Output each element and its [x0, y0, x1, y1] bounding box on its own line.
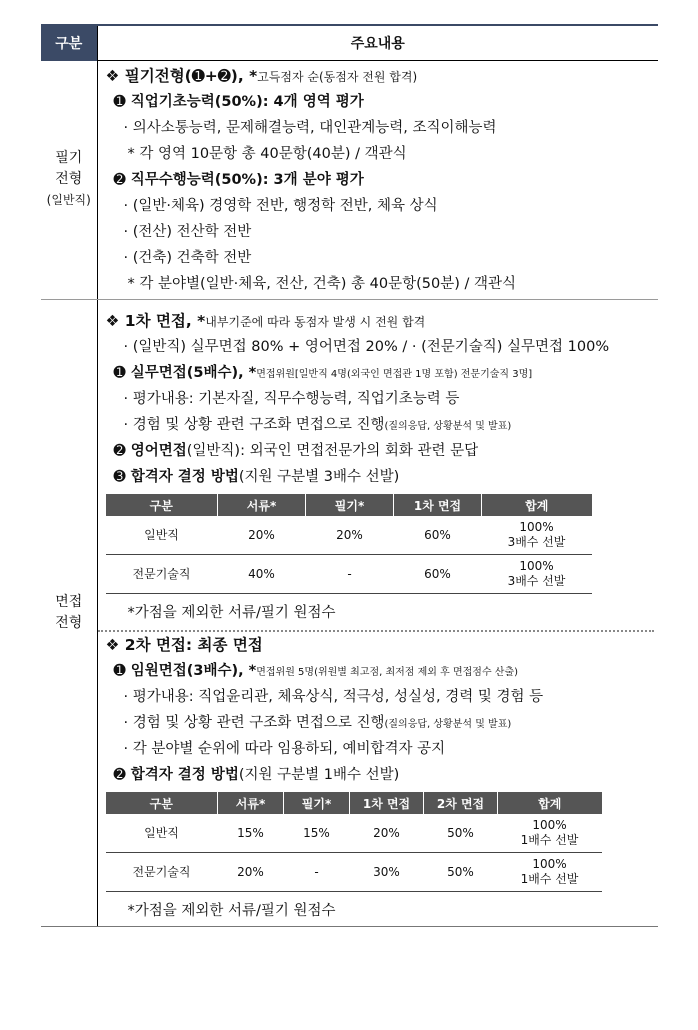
- table-row: 일반직 20% 20% 60% 100% 3배수 선발: [106, 516, 592, 555]
- first-interview-item-1: ➊ 실무면접(5배수), *면접위원[일반직 4명(외국인 면접관 1명 포함) 전문기술직 3명]: [113, 365, 533, 381]
- second-interview-item-1: ➊ 임원면접(3배수), *면접위원 5명(위원별 최고점, 최저점 제외 후 면접점수 산출): [113, 663, 519, 679]
- first-interview-footnote: *가점을 제외한 서류/필기 원점수: [127, 605, 336, 621]
- second-interview-title: ❖ 2차 면접: 최종 면접: [105, 636, 263, 654]
- first-interview-item-1-eval: · 평가내용: 기본자질, 직무수행능력, 직업기초능력 등: [123, 391, 460, 407]
- table-row: 전문기술직 20% - 30% 50% 100% 1배수 선발: [106, 853, 602, 892]
- interview-row: [41, 300, 658, 927]
- written-item-2-note: * 각 분야별(일반·체육, 전산, 건축) 총 40문항(50분) / 객관식: [127, 276, 516, 292]
- interview-label: 면접 전형: [41, 300, 97, 927]
- written-exam-label: 필기 전형 (일반직): [41, 61, 97, 300]
- second-interview-item-2: ➋ 합격자 결정 방법(지원 구분별 1배수 선발): [113, 767, 400, 783]
- selection-process-table: [41, 24, 658, 927]
- second-interview-eval: · 평가내용: 직업윤리관, 체육상식, 적극성, 성실성, 경력 및 경험 등: [123, 689, 544, 705]
- table-row: 일반직 15% 15% 20% 50% 100% 1배수 선발: [106, 814, 602, 853]
- first-interview-item-3: ➌ 합격자 결정 방법(지원 구분별 3배수 선발): [113, 469, 400, 485]
- written-item-2-general: · (일반·체육) 경영학 전반, 행정학 전반, 체육 상식: [123, 198, 438, 214]
- first-interview-item-2: ➋ 영어면접(일반직): 외국인 면접전문가의 회화 관련 문답: [113, 443, 479, 459]
- second-interview-method: · 경험 및 상황 관련 구조화 면접으로 진행(질의응답, 상황분석 및 발표): [123, 715, 512, 731]
- written-exam-row: [41, 61, 658, 300]
- first-interview-title: ❖ 1차 면접, *내부기준에 따라 동점자 발생 시 전원 합격: [105, 312, 426, 330]
- table-row: 전문기술직 40% - 60% 100% 3배수 선발: [106, 555, 592, 594]
- interview-content: [97, 300, 658, 927]
- header-category: 구분: [41, 25, 97, 61]
- written-title: ❖ 필기전형(➊+➋), *고득점자 순(동점자 전원 합격): [105, 67, 418, 85]
- first-interview-ratio: · (일반직) 실무면접 80% + 영어면접 20% / · (전문기술직) 실무면접 100%: [123, 339, 610, 355]
- written-item-1-areas: · 의사소통능력, 문제해결능력, 대인관계능력, 조직이해능력: [123, 120, 497, 136]
- second-table-header: 구분 서류* 필기* 1차 면접 2차 면접 합계: [106, 792, 602, 814]
- written-item-2: ➋ 직무수행능력(50%): 3개 분야 평가: [113, 172, 364, 188]
- second-interview-footnote: *가점을 제외한 서류/필기 원점수: [127, 903, 336, 919]
- written-exam-content: [97, 61, 658, 300]
- written-item-2-it: · (전산) 전산학 전반: [123, 224, 252, 240]
- first-interview-weight-table: [106, 494, 592, 594]
- second-interview-appointment: · 각 분야별 순위에 따라 임용하되, 예비합격자 공지: [123, 741, 446, 757]
- written-item-2-architecture: · (건축) 건축학 전반: [123, 250, 252, 266]
- first-table-header: 구분 서류* 필기* 1차 면접 합계: [106, 494, 592, 516]
- second-interview-weight-table: [106, 792, 602, 892]
- written-item-1: ➊ 직업기초능력(50%): 4개 영역 평가: [113, 94, 364, 110]
- written-item-1-note: * 각 영역 10문항 총 40문항(40분) / 객관식: [127, 146, 407, 162]
- header-main-content: 주요내용: [97, 25, 658, 61]
- first-interview-item-1-method: · 경험 및 상황 관련 구조화 면접으로 진행(질의응답, 상황분석 및 발표): [123, 417, 512, 433]
- table-header-row: [41, 25, 658, 61]
